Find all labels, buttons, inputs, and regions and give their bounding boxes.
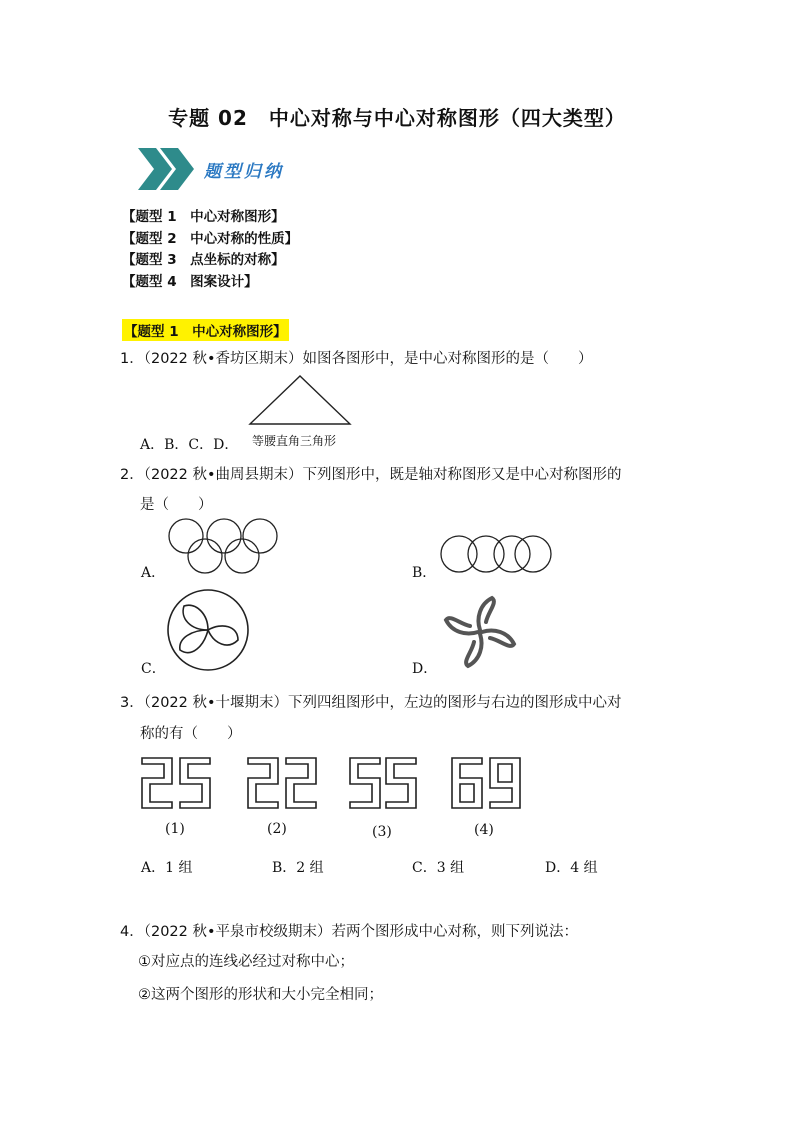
question-1-options: A．B．C．D．	[140, 437, 239, 453]
pair-label: (3)	[372, 824, 392, 840]
toc-list	[122, 207, 298, 293]
question-4-item: ②这两个图形的形状和大小完全相同；	[138, 987, 383, 1003]
toc-item[interactable]: 【题型 4 图案设计】	[122, 273, 258, 290]
pair-label: (1)	[165, 821, 185, 837]
section-heading: 【题型 1 中心对称图形】	[122, 319, 289, 341]
banner-title: 题型归纳	[204, 162, 284, 182]
option-a-label: A．	[141, 565, 166, 581]
olympic-rings-figure	[166, 518, 280, 576]
triskelion-circle-figure	[166, 588, 250, 672]
question-1-stem: 1．（2022 秋•香坊区期末）如图各图形中，是中心对称图形的是（ ）	[120, 351, 593, 367]
toc-item[interactable]: 【题型 3 点坐标的对称】	[122, 252, 285, 268]
option-c-label: C．	[141, 661, 166, 677]
question-2-stem-line1: 2．（2022 秋•曲周县期末）下列图形中，既是轴对称图形又是中心对称图形的	[120, 467, 622, 483]
question-3-option-c[interactable]: C．3 组	[412, 860, 465, 876]
question-3-option-d[interactable]: D．4 组	[545, 860, 598, 876]
question-3-stem-line2: 称的有（ ）	[140, 726, 242, 742]
question-3-option-a[interactable]: A．1 组	[141, 860, 193, 876]
toc-item[interactable]: 【题型 1 中心对称图形】	[122, 209, 285, 225]
four-circles-figure	[439, 534, 553, 576]
triangle-caption: 等腰直角三角形	[252, 434, 337, 448]
pinwheel-figure	[440, 592, 520, 670]
option-b-label: B．	[412, 565, 437, 581]
option-d-label: D．	[412, 661, 438, 677]
digit-pairs-figure	[138, 752, 538, 814]
question-3-stem-line1: 3．（2022 秋•十堰期末）下列四组图形中，左边的图形与右边的图形成中心对	[120, 695, 622, 711]
question-2-stem-line2: 是（ ）	[140, 497, 213, 513]
question-3-option-b[interactable]: B．2 组	[272, 860, 324, 876]
isosceles-right-triangle-figure	[246, 372, 354, 428]
question-4-item: ①对应点的连线必经过对称中心；	[138, 954, 354, 970]
pair-label: (2)	[267, 821, 287, 837]
pair-label: (4)	[474, 822, 494, 838]
page-title: 专题 02 中心对称与中心对称图形（四大类型）	[168, 106, 626, 130]
toc-item[interactable]: 【题型 2 中心对称的性质】	[122, 230, 299, 247]
double-chevron-icon	[136, 146, 196, 192]
question-4-stem: 4．（2022 秋•平泉市校级期末）若两个图形成中心对称，则下列说法：	[120, 924, 579, 940]
